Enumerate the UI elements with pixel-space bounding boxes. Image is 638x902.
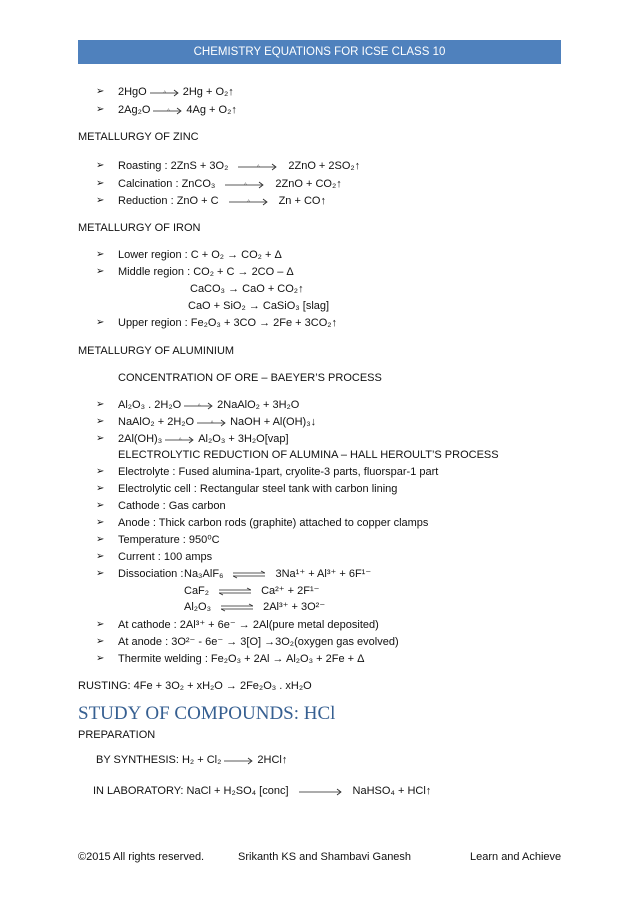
equilibrium-arrow-icon — [233, 569, 265, 579]
equilibrium-arrow-icon — [221, 602, 253, 612]
bullet-icon: ➢ — [96, 86, 105, 97]
right-arrow-icon — [224, 755, 254, 765]
right-arrow-icon: Δ — [150, 87, 180, 97]
bullet-icon: ➢ — [96, 317, 105, 328]
bullet-icon: ➢ — [96, 433, 105, 444]
zinc-calcination: Calcination : ZnCO₃ Δ 2ZnO + CO₂↑ — [118, 178, 342, 190]
bullet-icon: ➢ — [96, 178, 105, 189]
rusting: RUSTING: 4Fe + 3O₂ + xH₂O → 2Fe₂O₃ . xH₂O — [78, 680, 312, 692]
temperature: Temperature : 950⁰C — [118, 534, 220, 546]
right-arrow-icon: Δ — [225, 179, 265, 189]
thermite-welding: Thermite welding : Fe₂O₃ + 2Al → Al₂O₃ + 2Fe + Δ — [118, 653, 365, 665]
hcl-laboratory: IN LABORATORY: NaCl + H₂SO₄ [conc] NaHSO₄ + HCl↑ — [93, 785, 432, 797]
bullet-icon: ➢ — [96, 551, 105, 562]
footer-copyright: ©2015 All rights reserved. — [78, 851, 205, 863]
header-title: CHEMISTRY EQUATIONS FOR ICSE CLASS 10 — [193, 46, 446, 58]
bullet-icon: ➢ — [96, 619, 105, 630]
iron-upper-region: Upper region : Fe₂O₃ + 3CO → 2Fe + 3CO₂↑ — [118, 317, 338, 329]
iron-cao: CaO + SiO₂ → CaSiO₃ [slag] — [188, 300, 330, 312]
right-arrow-icon: Δ — [153, 105, 183, 115]
hall-heading: ELECTROLYTIC REDUCTION OF ALUMINA – HALL HEROULT’S PROCESS — [118, 449, 499, 461]
hcl-section-title: STUDY OF COMPOUNDS: HCl — [78, 703, 336, 724]
right-arrow-icon: Δ — [184, 400, 214, 410]
electrolyte: Electrolyte : Fused alumina-1part, cryolite-3 parts, fluorspar-1 part — [118, 466, 439, 478]
at-cathode: At cathode : 2Al³⁺ + 6e⁻ → 2Al(pure metal deposited) — [118, 619, 379, 631]
current: Current : 100 amps — [118, 551, 213, 563]
at-anode: At anode : 3O²⁻ - 6e⁻ → 3[O] →3O₂(oxygen gas evolved) — [118, 636, 399, 648]
baeyer-eq-3: 2Al(OH)₃ Δ Al₂O₃ + 3H₂O[vap] — [118, 433, 289, 445]
equation-ag2o: 2Ag₂O Δ 4Ag + O₂↑ — [118, 104, 237, 116]
preparation-heading: PREPARATION — [78, 729, 156, 741]
zinc-heading: METALLURGY OF ZINC — [78, 131, 199, 143]
bullet-icon: ➢ — [96, 399, 105, 410]
dissociation-3: Al₂O₃ 2Al³⁺ + 3O²⁻ — [184, 601, 326, 613]
aluminium-heading: METALLURGY OF ALUMINIUM — [78, 345, 235, 357]
bullet-icon: ➢ — [96, 249, 105, 260]
equation-hgo: 2HgO Δ 2Hg + O₂↑ — [118, 86, 234, 98]
bullet-icon: ➢ — [96, 568, 105, 579]
bullet-icon: ➢ — [96, 416, 105, 427]
bullet-icon: ➢ — [96, 483, 105, 494]
bullet-icon: ➢ — [96, 653, 105, 664]
iron-caco3: CaCO₃ → CaO + CO₂↑ — [190, 283, 304, 295]
right-arrow-icon: Δ — [229, 196, 269, 206]
baeyer-heading: CONCENTRATION OF ORE – BAEYER’S PROCESS — [118, 372, 382, 384]
bullet-icon: ➢ — [96, 517, 105, 528]
iron-heading: METALLURGY OF IRON — [78, 222, 201, 234]
page-header — [78, 40, 561, 64]
right-arrow-icon: Δ — [238, 161, 278, 171]
iron-lower-region: Lower region : C + O₂ → CO₂ + Δ — [118, 249, 282, 261]
right-arrow-icon: Δ — [197, 417, 227, 427]
zinc-roasting: Roasting : 2ZnS + 3O₂ Δ 2ZnO + 2SO₂↑ — [118, 160, 361, 172]
bullet-icon: ➢ — [96, 500, 105, 511]
bullet-icon: ➢ — [96, 266, 105, 277]
dissociation-2: CaF₂ Ca²⁺ + 2F¹⁻ — [184, 585, 320, 597]
footer-authors: Srikanth KS and Shambavi Ganesh — [238, 851, 412, 863]
bullet-icon: ➢ — [96, 160, 105, 171]
dissociation-1: Na₃AlF₆ 3Na¹⁺ + Al³⁺ + 6F¹⁻ — [184, 568, 372, 580]
right-arrow-icon: Δ — [165, 434, 195, 444]
dissociation-label: Dissociation : — [118, 568, 184, 580]
bullet-icon: ➢ — [96, 195, 105, 206]
baeyer-eq-2: NaAlO₂ + 2H₂O Δ NaOH + Al(OH)₃↓ — [118, 416, 317, 428]
bullet-icon: ➢ — [96, 534, 105, 545]
electrolytic-cell: Electrolytic cell : Rectangular steel tank with carbon lining — [118, 483, 398, 495]
baeyer-eq-1: Al₂O₃ . 2H₂O Δ 2NaAlO₂ + 3H₂O — [118, 399, 300, 411]
bullet-icon: ➢ — [96, 466, 105, 477]
cathode: Cathode : Gas carbon — [118, 500, 226, 512]
equilibrium-arrow-icon — [219, 586, 251, 596]
footer-motto: Learn and Achieve — [470, 851, 562, 863]
bullet-icon: ➢ — [96, 636, 105, 647]
bullet-icon: ➢ — [96, 104, 105, 115]
hcl-synthesis: BY SYNTHESIS: H₂ + Cl₂ 2HCl↑ — [96, 754, 288, 766]
iron-middle-region: Middle region : CO₂ + C → 2CO – Δ — [118, 266, 294, 278]
right-arrow-icon — [299, 786, 343, 796]
zinc-reduction: Reduction : ZnO + C Δ Zn + CO↑ — [118, 195, 326, 207]
anode: Anode : Thick carbon rods (graphite) attached to copper clamps — [118, 517, 429, 529]
